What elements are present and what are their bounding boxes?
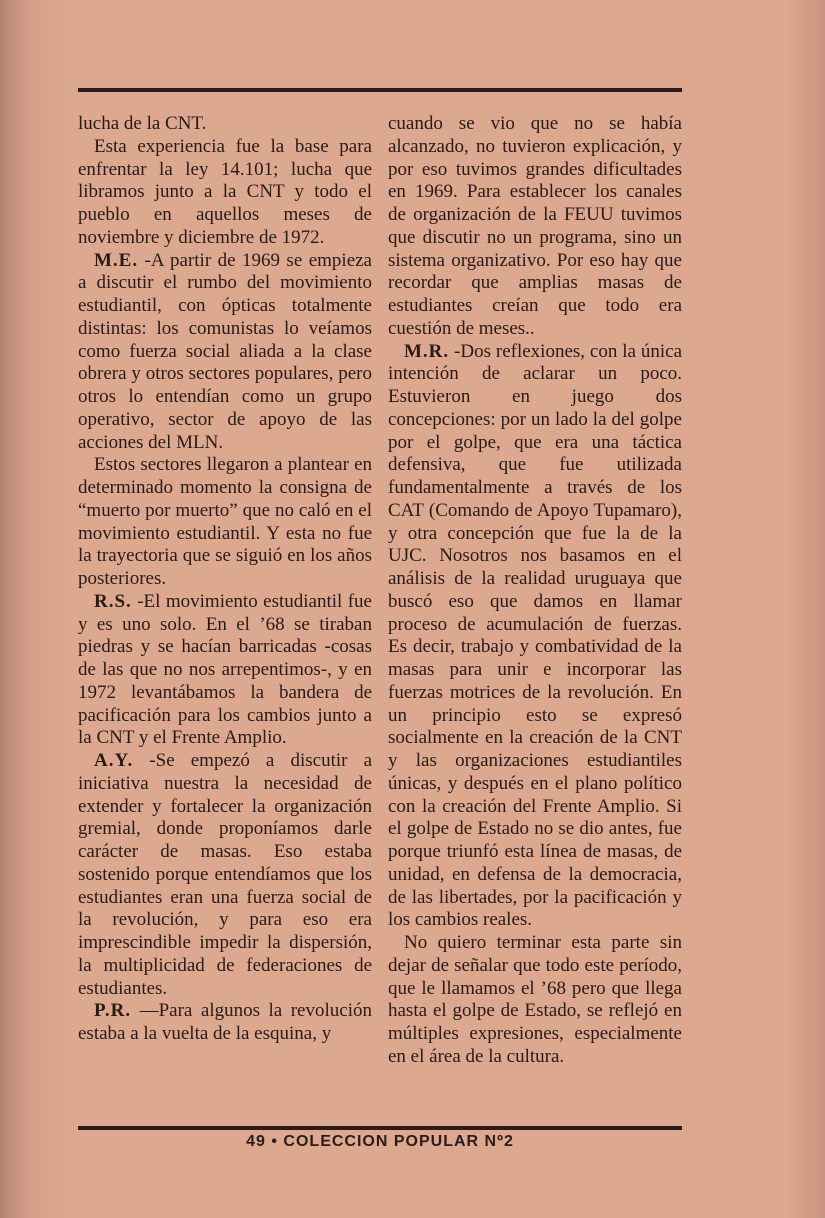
- paragraph: lucha de la CNT.: [78, 113, 207, 134]
- paragraph-text: -A partir de 1969 se empieza a discutir el rumbo del movimiento estudiantil, con ópticas totalmente distintas: los comunistas lo veíamos como fuerza social aliada a la clase obrera y otros sectores populares, pero otros lo entendían como un grupo operativo, sector de apoyo de las acciones del MLN.: [78, 249, 372, 453]
- paragraph-text: —Para algunos la revolución estaba a la vuelta de la esquina, y: [78, 1000, 372, 1044]
- paragraph: Estos sectores llegaron a plantear en determinado momento la consigna de “muerto por muerto” que no caló en el movimiento estudiantil. Y esta no fue la trayectoria que se siguió en los años posteriores.: [78, 454, 372, 589]
- speaker-initials: P.R.: [94, 1000, 132, 1022]
- paragraph: Esta experiencia fue la base para enfrentar la ley 14.101; lucha que libramos junto a la CNT y todo el pueblo en aquellos meses de noviembre y diciembre de 1972.: [78, 135, 372, 248]
- paragraph: [388, 341, 682, 933]
- speaker-initials: A.Y.: [94, 750, 134, 771]
- speaker-initials: M.E.: [94, 249, 139, 271]
- speaker-initials: M.R.: [404, 340, 450, 362]
- top-rule: [78, 88, 682, 92]
- paragraph: [78, 591, 372, 750]
- paragraph: No quiero terminar esta parte sin dejar de señalar que todo este período, que le llamamos el ’68 pero que llega hasta el golpe de Estado, se reflejó en múltiples expresiones, especialmente en el área de la cultura.: [388, 932, 682, 1067]
- paragraph-text: -Dos reflexiones, con la única intención de aclarar un poco. Estuvieron en juego dos concepciones: por un lado la del golpe por el golpe, que era una táctica defensiva, que fue utilizada fundamentalmente a través de los CAT (Comando de Apoyo Tupamaro), y otra concepción que fue la de la UJC. Nosotros nos basamos en el análisis de la realidad uruguaya que buscó eso que damos en llamar proceso de acumulación de fuerzas. Es decir, trabajo y combatividad de la masas para unir e incorporar las fuerzas motrices de la revolución. En un principio esto se expresó socialmente en la creación de la CNT y las organizaciones estudiantiles únicas, y después en el plano político con la creación del Frente Amplio. Si el golpe de Estado no se dio antes, fue porque triunfó esta línea de masas, de unidad, en defensa de la democracia, de las libertades, por la pacificación y los cambios reales.: [388, 340, 682, 931]
- right-column: [388, 113, 682, 1069]
- paragraph: cuando se vio que no se había alcanzado, no tuvieron explicación, y por eso tuvimos grandes dificultades en 1969. Para establecer los canales de organización de la FEUU tuvimos que discutir no un programa, sino un sistema organizativo. Por eso hay que recordar que amplias masas de estudiantes creían que todo era cuestión de meses..: [388, 113, 682, 339]
- speaker-initials: R.S.: [94, 590, 132, 612]
- page-footer: 49 • COLECCION POPULAR Nº2: [246, 1133, 514, 1150]
- paragraph-text: -El movimiento estudiantil fue y es uno solo. En el ’68 se tiraban piedras y se hacían barricadas -cosas de las que no nos arrepentimos-, y en 1972 levantábamos la bandera de pacificación para los cambios junto a la CNT y el Frente Amplio.: [78, 590, 372, 749]
- bottom-rule: [78, 1126, 682, 1130]
- paragraph: [78, 250, 372, 455]
- paragraph: [78, 750, 372, 1000]
- paragraph-text: -Se empezó a discutir a iniciativa nuestra la necesidad de extender y fortalecer la organización gremial, donde proponíamos darle carácter de masas. Eso estaba sostenido porque entendíamos que los estudiantes eran una fuerza social de la revolución, y para eso era imprescindible impedir la dispersión, la multiplicidad de federaciones de estudiantes.: [78, 750, 372, 999]
- paragraph: [78, 1000, 372, 1046]
- left-column: [78, 113, 372, 1046]
